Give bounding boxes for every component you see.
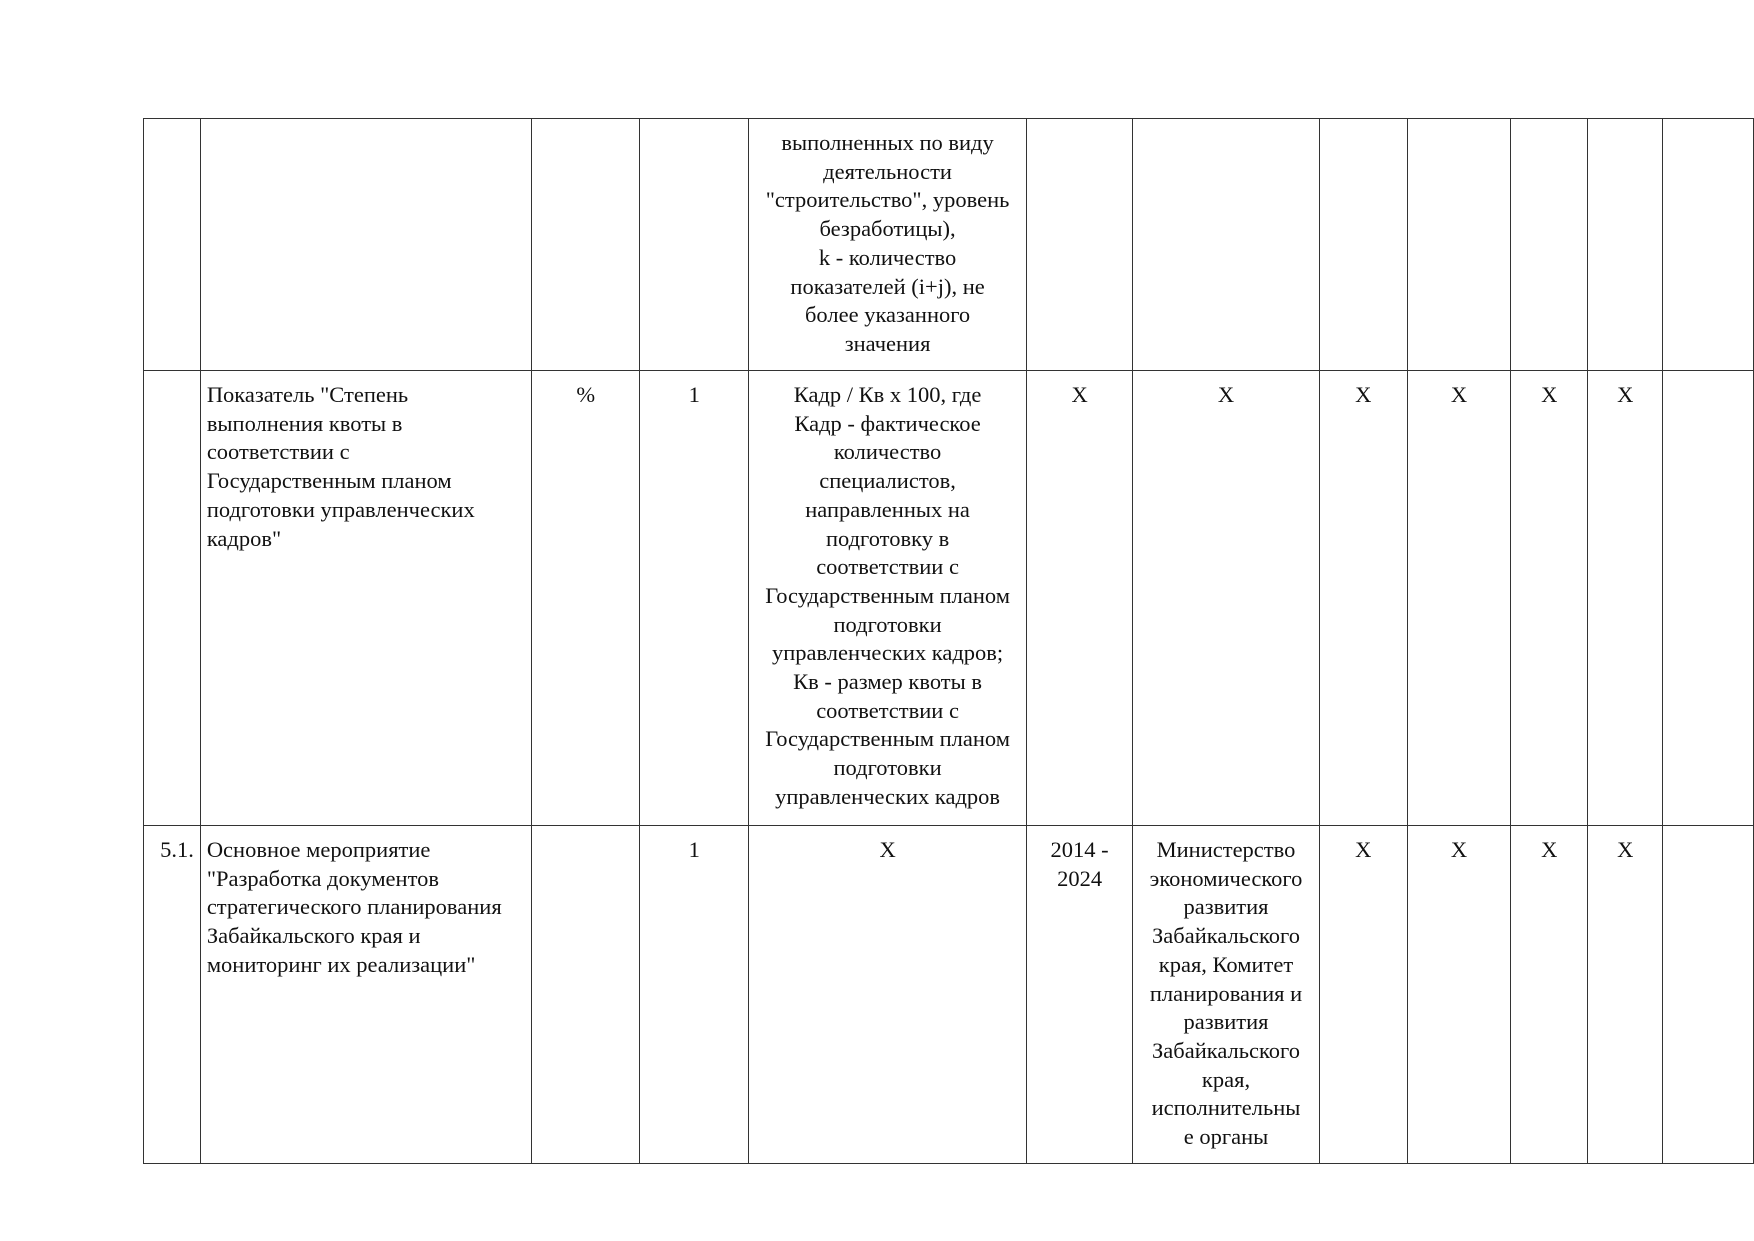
cell-col-11: X (1588, 826, 1663, 1164)
cell-name (200, 119, 531, 371)
cell-number (144, 119, 201, 371)
cell-formula: X (749, 826, 1027, 1164)
cell-col-9: X (1407, 826, 1510, 1164)
table-row (144, 119, 1754, 371)
cell-weight: 1 (640, 371, 749, 826)
cell-executor: X (1133, 371, 1320, 826)
cell-unit (532, 119, 640, 371)
cell-weight: 1 (640, 826, 749, 1164)
cell-weight (640, 119, 749, 371)
cell-period: X (1026, 371, 1132, 826)
cell-period (1026, 119, 1132, 371)
cell-name: Показатель "Степень выполнения квоты в соответствии с Государственным планом подготовки управленческих кадров" (200, 371, 531, 826)
cell-col-10: X (1511, 826, 1588, 1164)
cell-period: 2014 - 2024 (1026, 826, 1132, 1164)
cell-formula: выполненных по виду деятельности "строительство", уровень безработицы), k - количество показателей (i+j), не более указанного значения (749, 119, 1027, 371)
cell-number (144, 371, 201, 826)
cell-formula: Кадр / Кв х 100, где Кадр - фактическое количество специалистов, направленных на подготовку в соответствии с Государственным планом подготовки управленческих кадров; Кв - размер квоты в соответствии с Государственным планом подготовки управленческих кадров (749, 371, 1027, 826)
cell-executor: Министерство экономического развития Забайкальского края, Комитет планирования и развития Забайкальского края, исполнительны е органы (1133, 826, 1320, 1164)
cell-col-10 (1511, 119, 1588, 371)
cell-col-10: X (1511, 371, 1588, 826)
cell-unit (532, 826, 640, 1164)
cell-col-12 (1663, 826, 1754, 1164)
table-row (144, 371, 1754, 826)
cell-col-9 (1407, 119, 1510, 371)
table-row (144, 826, 1754, 1164)
cell-col-11: X (1588, 371, 1663, 826)
cell-col-12 (1663, 119, 1754, 371)
cell-col-11 (1588, 119, 1663, 371)
cell-unit: % (532, 371, 640, 826)
program-table (143, 118, 1754, 1164)
cell-col-8: X (1319, 371, 1407, 826)
cell-name: Основное мероприятие "Разработка документов стратегического планирования Забайкальского края и мониторинг их реализации" (200, 826, 531, 1164)
cell-number: 5.1. (144, 826, 201, 1164)
cell-executor (1133, 119, 1320, 371)
cell-col-8 (1319, 119, 1407, 371)
cell-col-9: X (1407, 371, 1510, 826)
cell-col-12 (1663, 371, 1754, 826)
cell-col-8: X (1319, 826, 1407, 1164)
